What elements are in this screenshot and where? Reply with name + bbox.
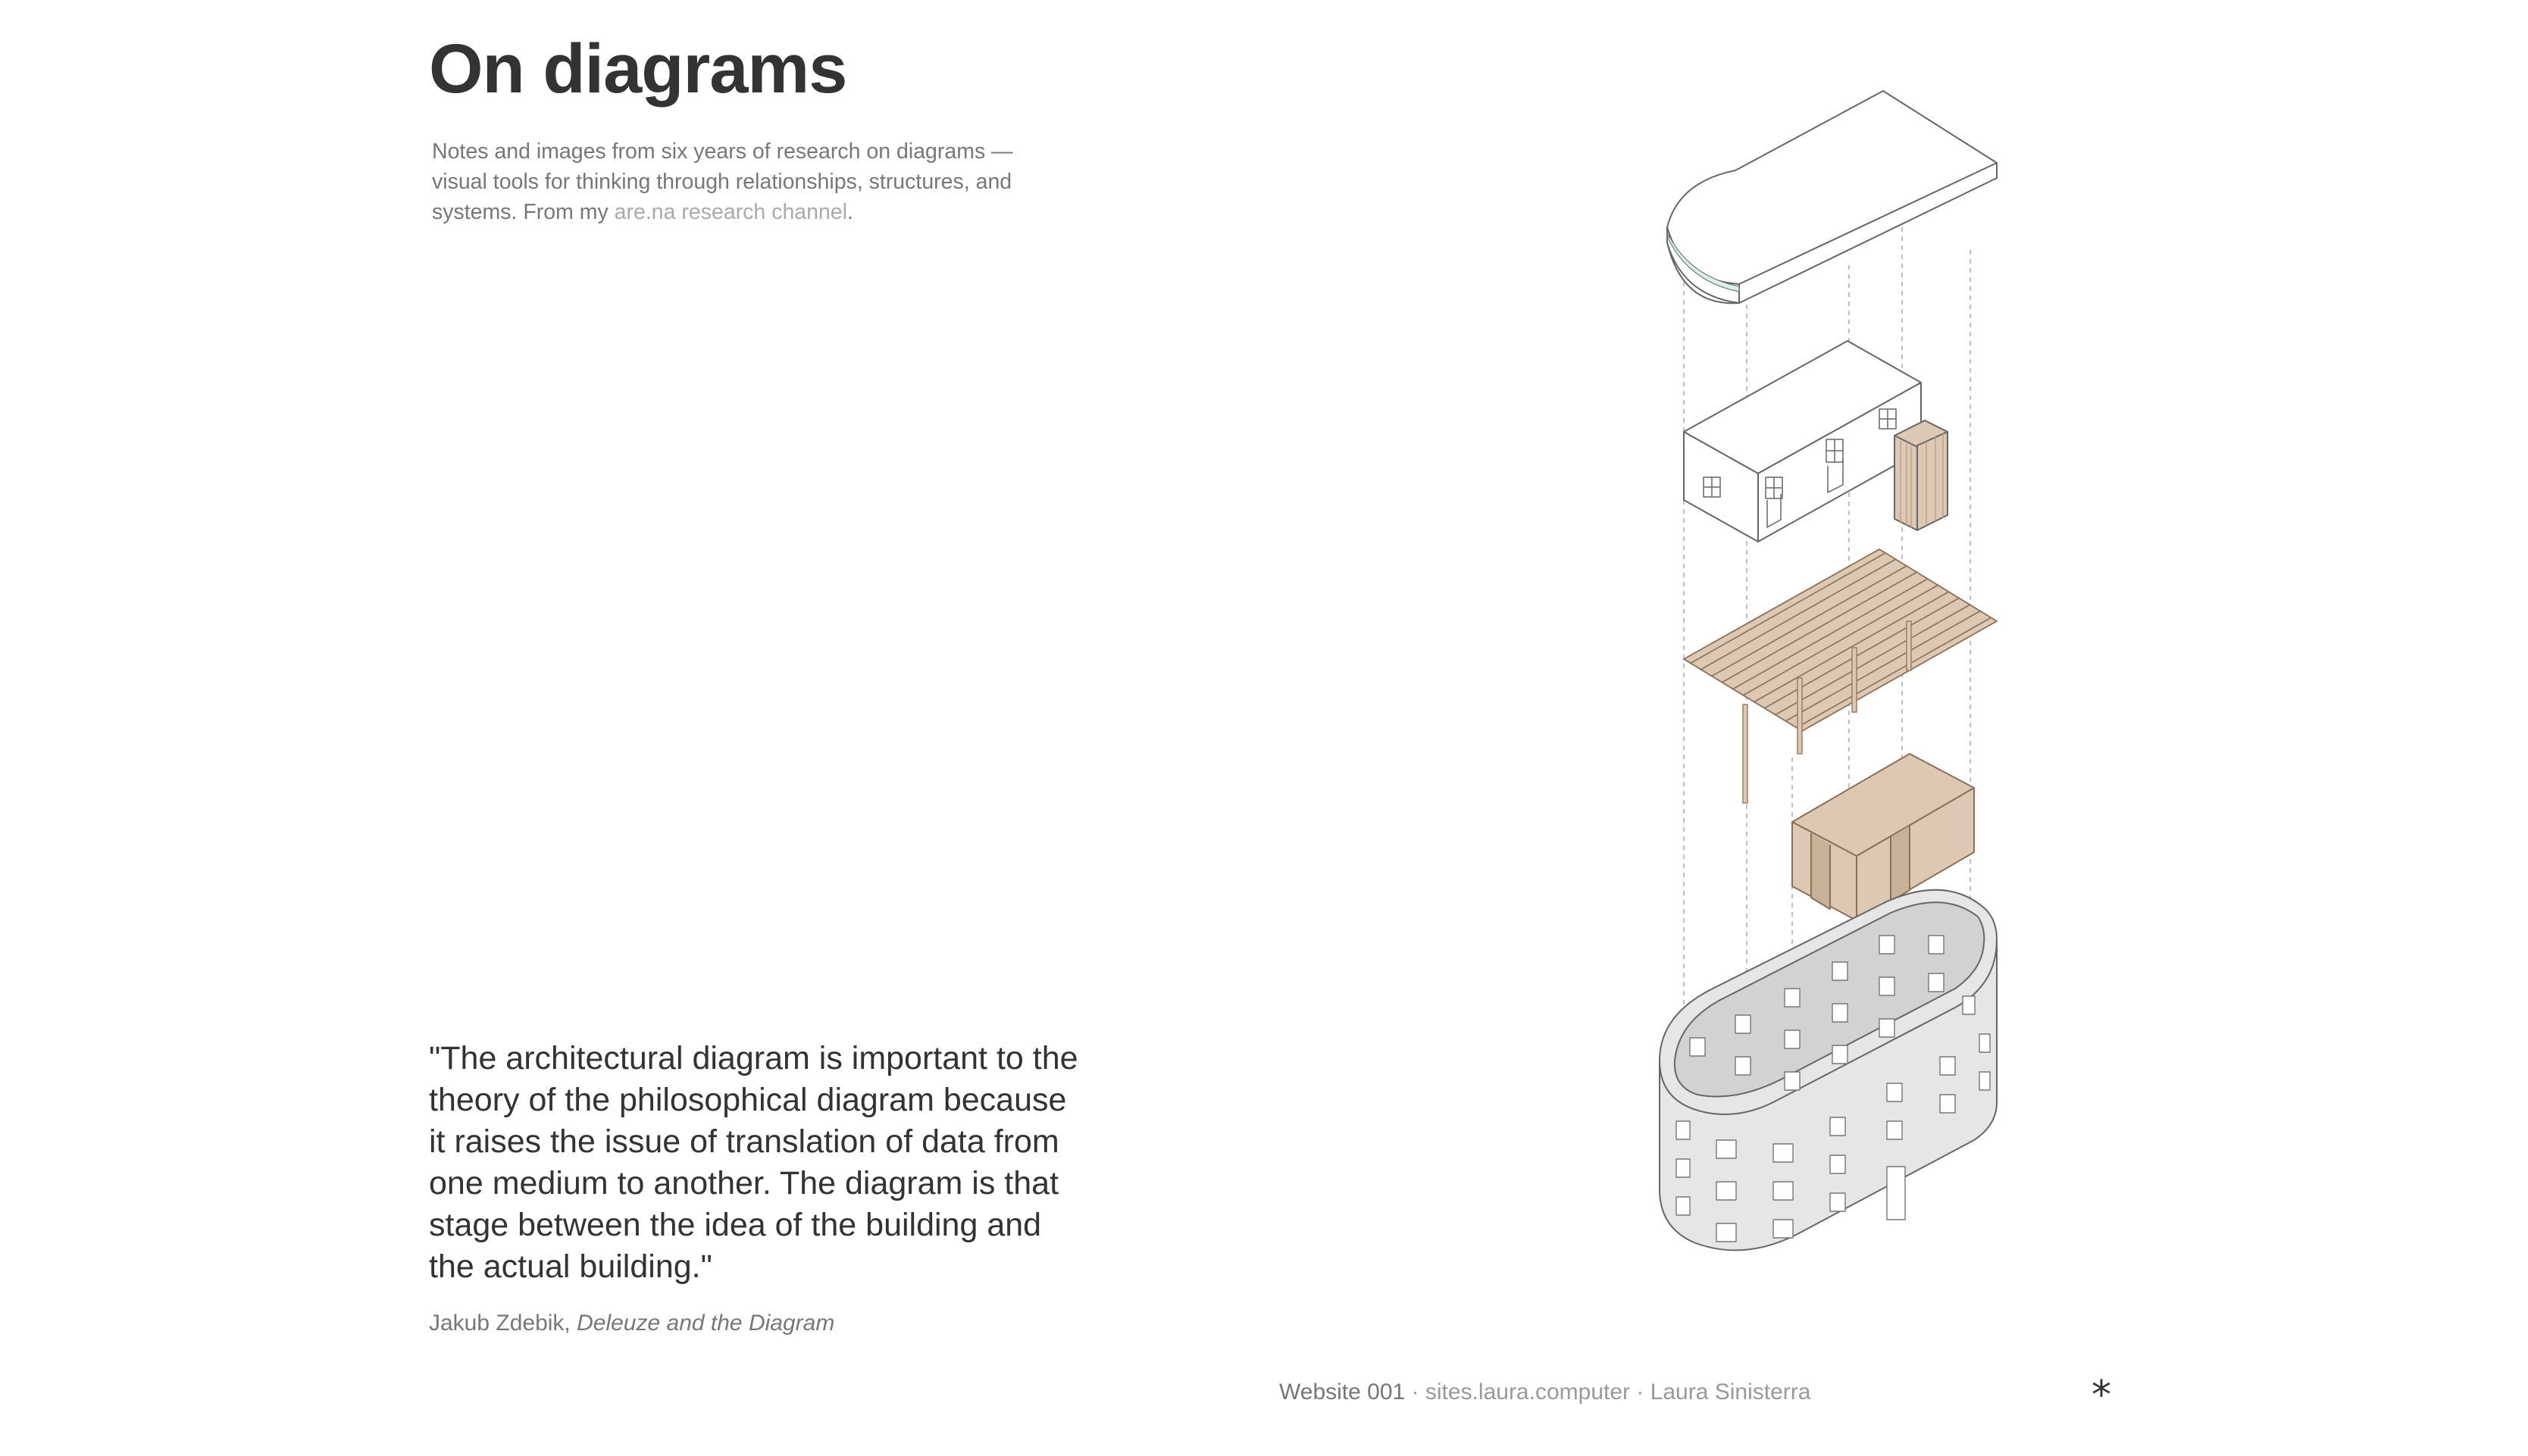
intro-paragraph (432, 136, 1023, 227)
asterisk-icon[interactable]: * (2092, 1373, 2111, 1418)
footer-separator: · (1405, 1379, 1425, 1404)
intro-end: . (847, 200, 853, 224)
footer-site-link[interactable]: sites.laura.computer (1425, 1379, 1631, 1404)
cabin-layer (1684, 341, 1948, 542)
quote-author: Jakub Zdebik, (429, 1311, 577, 1336)
page-title: On diagrams (429, 30, 847, 108)
oval-shell-layer (1660, 890, 1997, 1251)
footer (1279, 1377, 1810, 1408)
arena-channel-link[interactable]: are.na research channel (614, 200, 848, 224)
exploded-axonometric-building-illustration (1629, 76, 2069, 1303)
quote-text: "The architectural diagram is important to the theory of the philosophical diagram because it raises the issue of translation of data from one medium to another. The diagram is that stage between the idea of the building and the actual building." (429, 1040, 1078, 1285)
intro-text: Notes and images from six years of research on diagrams — visual tools for thinking through relationships, structures, and systems. From my (432, 139, 1013, 224)
quote-source: Deleuze and the Diagram (577, 1311, 835, 1336)
quote-attribution (429, 1308, 1111, 1339)
pergola-layer (1684, 549, 1997, 803)
roof-layer (1667, 91, 1997, 303)
footer-author: Laura Sinisterra (1650, 1379, 1811, 1404)
footer-separator: · (1630, 1379, 1650, 1404)
footer-site: Website 001 (1279, 1379, 1406, 1404)
